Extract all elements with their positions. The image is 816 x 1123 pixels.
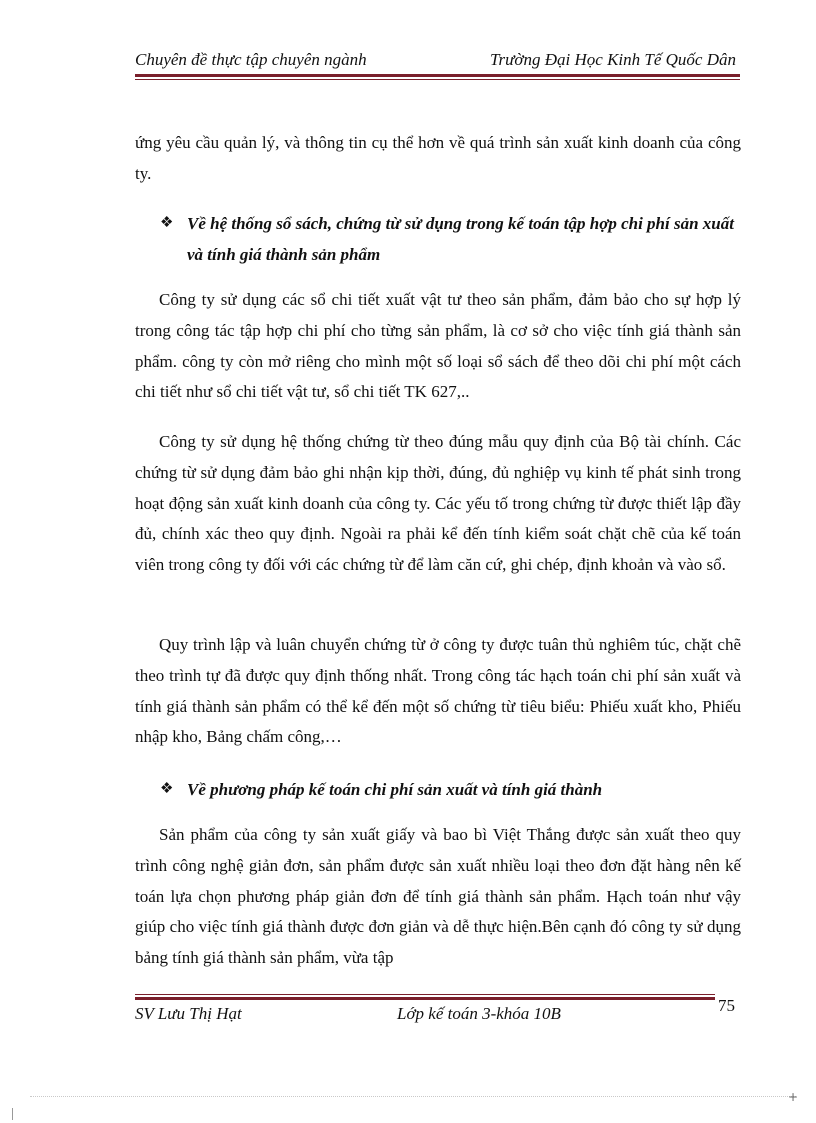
footer-rule-thin: [135, 994, 715, 995]
header-rule-thick: [135, 74, 740, 77]
crop-mark-icon: +: [787, 1090, 798, 1104]
paragraph-text: Công ty sử dụng các sổ chi tiết xuất vật tư theo sản phẩm, đảm bảo cho sự hợp lý trong công tác tập hợp chi phí cho từng sản phẩm, là cơ sở cho việc tính giá thành sản phẩm. công ty còn mở riêng cho mình một số loại sổ sách để theo dõi chi phí một cách chi tiết như sổ chi tiết vật tư, sổ chi tiết TK 627,..: [135, 290, 741, 402]
paragraph-4: [135, 820, 741, 974]
page-corner-mark: [0, 1108, 13, 1120]
header-course-title: Chuyên đề thực tập chuyên ngành: [135, 50, 367, 69]
page-header: [135, 50, 740, 72]
footer-student-name: SV Lưu Thị Hạt: [135, 1004, 242, 1023]
paragraph-3: [135, 630, 741, 753]
paragraph-1: [135, 285, 741, 408]
page-number: 75: [718, 996, 735, 1015]
heading-text: Về hệ thống sổ sách, chứng từ sử dụng trong kế toán tập hợp chi phí sản xuất và tính giá thành sản phẩm: [187, 214, 734, 264]
header-rule-thin: [135, 79, 740, 80]
page-bottom-divider: [30, 1096, 796, 1097]
header-university: Trường Đại Học Kinh Tế Quốc Dân: [490, 50, 736, 69]
page-footer: [135, 1004, 745, 1026]
diamond-bullet-icon: ❖: [160, 781, 174, 797]
section-heading-books: [160, 208, 740, 270]
paragraph-text: ứng yêu cầu quản lý, và thông tin cụ thể hơn về quá trình sản xuất kinh doanh của công ty.: [135, 133, 741, 183]
paragraph-text: Quy trình lập và luân chuyển chứng từ ở công ty được tuân thủ nghiêm túc, chặt chẽ theo trình tự đã được quy định thống nhất. Trong công tác hạch toán chi phí sản xuất và tính giá thành sản phẩm có thể kể đến một số chứng từ tiêu biểu: Phiếu xuất kho, Phiếu nhập kho, Bảng chấm công,…: [135, 635, 741, 747]
paragraph-0: [135, 128, 741, 190]
heading-text: Về phương pháp kế toán chi phí sản xuất và tính giá thành: [187, 780, 603, 799]
footer-rule-thick: [135, 997, 715, 1000]
paragraph-2: [135, 427, 741, 581]
diamond-bullet-icon: ❖: [160, 215, 174, 231]
paragraph-text: Công ty sử dụng hệ thống chứng từ theo đúng mẫu quy định của Bộ tài chính. Các chứng từ sử dụng đảm bảo ghi nhận kịp thời, đúng, đủ nghiệp vụ kinh tế phát sinh trong hoạt động sản xuất kinh doanh của công ty. Các yếu tố trong chứng từ được thiết lập đầy đủ, chính xác theo quy định. Ngoài ra phải kể đến tính kiểm soát chặt chẽ của kế toán viên trong công ty đối với các chứng từ để làm căn cứ, ghi chép, định khoản và vào sổ.: [135, 432, 741, 575]
footer-class-name: Lớp kế toán 3-khóa 10B: [397, 1004, 561, 1023]
section-heading-method: [160, 774, 740, 805]
paragraph-text: Sản phẩm của công ty sản xuất giấy và bao bì Việt Thắng được sản xuất theo quy trình công nghệ giản đơn, sản phẩm được sản xuất nhiều loại theo đơn đặt hàng nên kế toán lựa chọn phương pháp giản đơn để tính giá thành sản phẩm. Hạch toán như vậy giúp cho việc tính giá thành được đơn giản và dễ thực hiện.Bên cạnh đó công ty sử dụng bảng tính giá thành sản phẩm, vừa tập: [135, 825, 741, 968]
